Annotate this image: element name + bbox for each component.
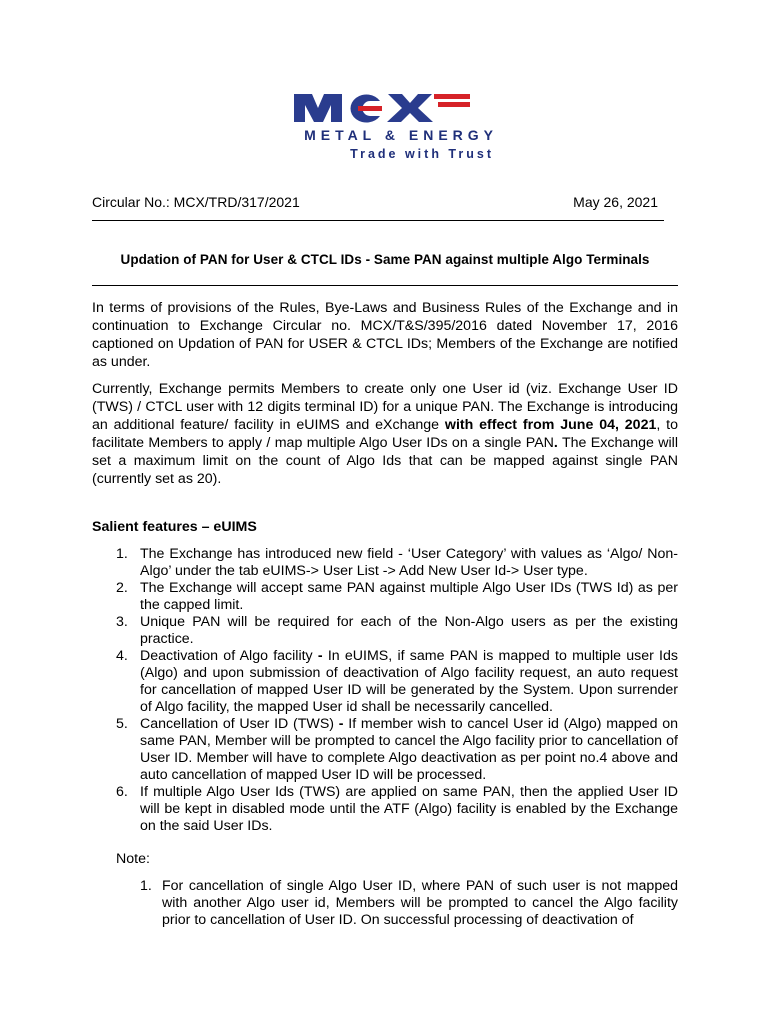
circular-number: Circular No.: MCX/TRD/317/2021 [92,194,300,210]
list-item: 2. The Exchange will accept same PAN against multiple Algo User IDs (TWS Id) as per the capped limit. [116,580,678,613]
paragraph-intro: In terms of provisions of the Rules, Bye-Laws and Business Rules of the Exchange and in continuation to Exchange Circular no. MCX/T&S/395/2016 dated November 17, 2016 captioned on Updation of PAN for USER & CTCL IDs; Members of the Exchange are notified as under. [92,300,678,370]
list-item: 5. Cancellation of User ID (TWS) - If member wish to cancel User id (Algo) mapped on same PAN, Member will be prompted to cancel the Algo facility prior to cancellation of User ID. Member will have to complete Algo deactivation as per point no.4 above and auto cancellation of mapped User ID will be processed. [116,716,679,783]
logo-line1: METAL & ENERGY [304,127,498,143]
mcx-logo-graphic [288,88,503,162]
header-divider [92,220,664,221]
effective-date: with effect from June 04, 2021 [444,417,657,433]
list-item: 1. For cancellation of single Algo User ID, where PAN of such user is not mapped with another Algo user id, Members will be prompted to cancel the Algo facility prior to cancellation of User ID. On successful processing of deactivation of [140,878,678,928]
note-list [116,878,678,929]
note-label: Note: [116,851,150,867]
salient-heading: Salient features – eUIMS [92,519,257,535]
mcx-logo [288,88,503,162]
subject-divider [92,285,678,286]
list-item: 6. If multiple Algo User Ids (TWS) are applied on same PAN, then the applied User ID will be kept in disabled mode until the ATF (Algo) facility is enabled by the Exchange on the said User IDs. [116,784,678,834]
salient-list [92,546,678,835]
paragraph-current: Currently, Exchange permits Members to create only one User id (viz. Exchange User ID (TWS) / CTCL user with 12 digits terminal ID) for a unique PAN. The Exchange is introducing an additional feature/ facility in eUIMS and eXchange with effect from June 04, 2021, to facilitate Members to apply / map multiple Algo User IDs on a single PAN. The Exchange will set a maximum limit on the count of Algo Ids that can be mapped against single PAN (currently set as 20). [92,381,678,487]
circular-date: May 26, 2021 [573,194,658,210]
list-item: 3. Unique PAN will be required for each of the Non-Algo users as per the existing practice. [116,614,678,647]
list-item: 1. The Exchange has introduced new field - ‘User Category’ with values as ‘Algo/ Non-Algo’ under the tab eUIMS-> User List -> Add New User Id-> User type. [116,546,678,579]
list-item: 4. Deactivation of Algo facility - In eUIMS, if same PAN is mapped to multiple user Ids (Algo) and upon submission of deactivation of Algo facility request, an auto request for cancellation of mapped User ID will be generated by the System. Upon surrender of Algo facility, the mapped User id shall be necessarily cancelled. [116,648,678,715]
subject-title: Updation of PAN for User & CTCL IDs - Same PAN against multiple Algo Terminals [120,252,650,267]
body-text [92,299,678,497]
logo-line2: Trade with Trust [350,147,494,161]
